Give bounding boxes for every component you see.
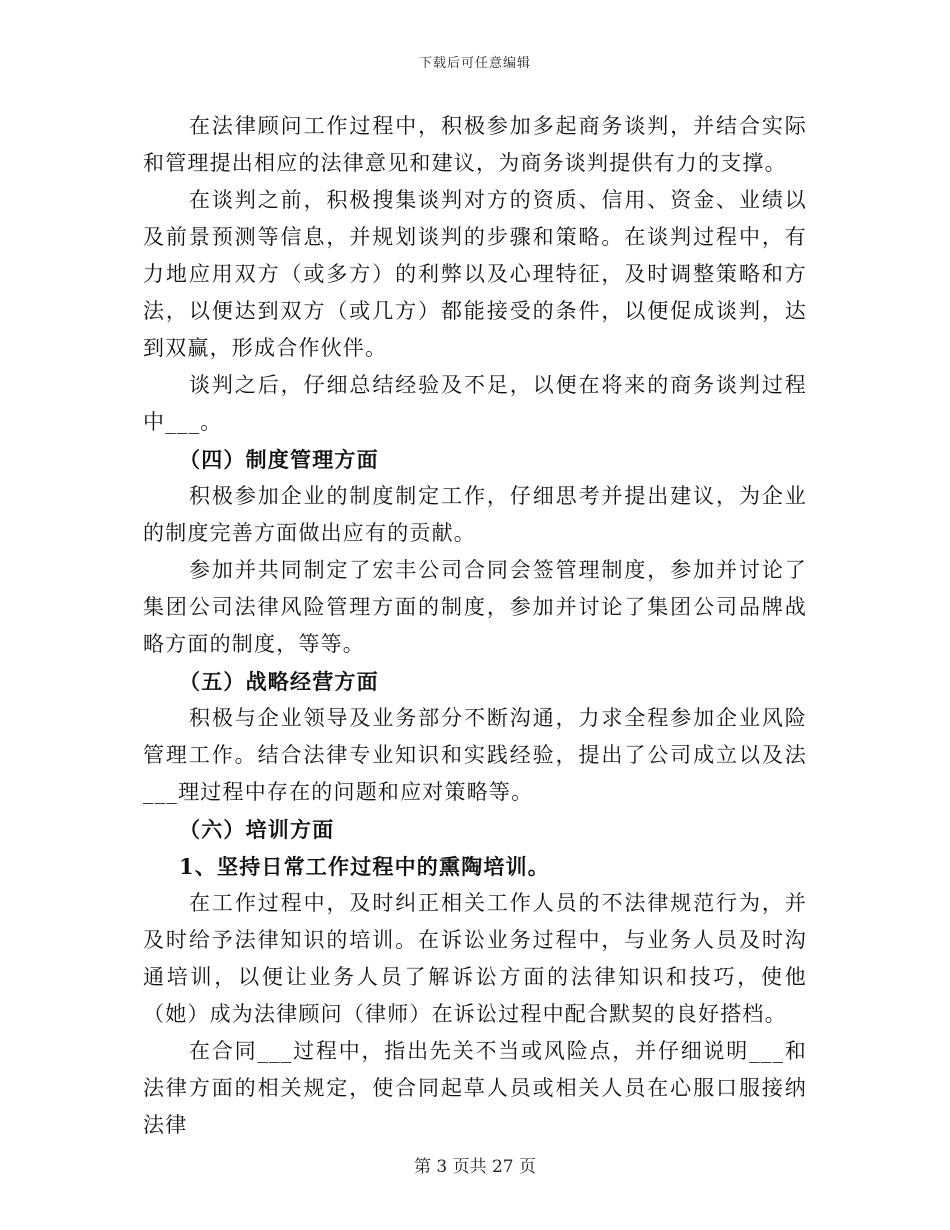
paragraph-system-details: 参加并共同制定了宏丰公司合同会签管理制度，参加并讨论了集团公司法律风险管理方面的制度，参加并讨论了集团公司品牌战略方面的制度，等等。 [143, 558, 807, 656]
paragraph-training-work: 在工作过程中，及时纠正相关工作人员的不法律规范行为，并及时给予法律知识的培训。在诉讼业务过程中，与业务人员及时沟通培训，以便让业务人员了解诉讼方面的法律知识和技巧，使他（她）成为法律顾问（律师）在诉讼过程中配合默契的良好搭档。 [143, 891, 807, 1026]
paragraph-negotiation-intro: 在法律顾问工作过程中，积极参加多起商务谈判，并结合实际和管理提出相应的法律意见和建议，为商务谈判提供有力的支撑。 [143, 114, 807, 175]
section-heading-strategy: （五）战略经营方面 [179, 669, 379, 694]
paragraph-strategy: 积极与企业领导及业务部分不断沟通，力求全程参加企业风险管理工作。结合法律专业知识和实践经验，提出了公司成立以及法___理过程中存在的问题和应对策略等。 [143, 706, 807, 804]
page-header: 下载后可任意编辑 [418, 56, 531, 71]
document-body [143, 108, 807, 1144]
section-heading-training: （六）培训方面 [179, 817, 335, 842]
subsection-heading-daily-training: 1、坚持日常工作过程中的熏陶培训。 [179, 854, 551, 879]
section-heading-system-management: （四）制度管理方面 [179, 447, 379, 472]
paragraph-negotiation-before: 在谈判之前，积极搜集谈判对方的资质、信用、资金、业绩以及前景预测等信息，并规划谈判的步骤和策略。在谈判过程中，有力地应用双方（或多方）的利弊以及心理特征，及时调整策略和方法，以便达到双方（或几方）都能接受的条件，以便促成谈判，达到双赢，形成合作伙伴。 [143, 188, 807, 360]
paragraph-training-contract: 在合同___过程中，指出先关不当或风险点，并仔细说明___和法律方面的相关规定，使合同起草人员或相关人员在心服口服接纳法律 [143, 1039, 807, 1137]
paragraph-system-participation: 积极参加企业的制度制定工作，仔细思考并提出建议，为企业的制度完善方面做出应有的贡献。 [143, 484, 807, 545]
page-number: 第 3 页共 27 页 [413, 1157, 537, 1177]
paragraph-negotiation-after: 谈判之后，仔细总结经验及不足，以便在将来的商务谈判过程中___。 [143, 373, 807, 434]
